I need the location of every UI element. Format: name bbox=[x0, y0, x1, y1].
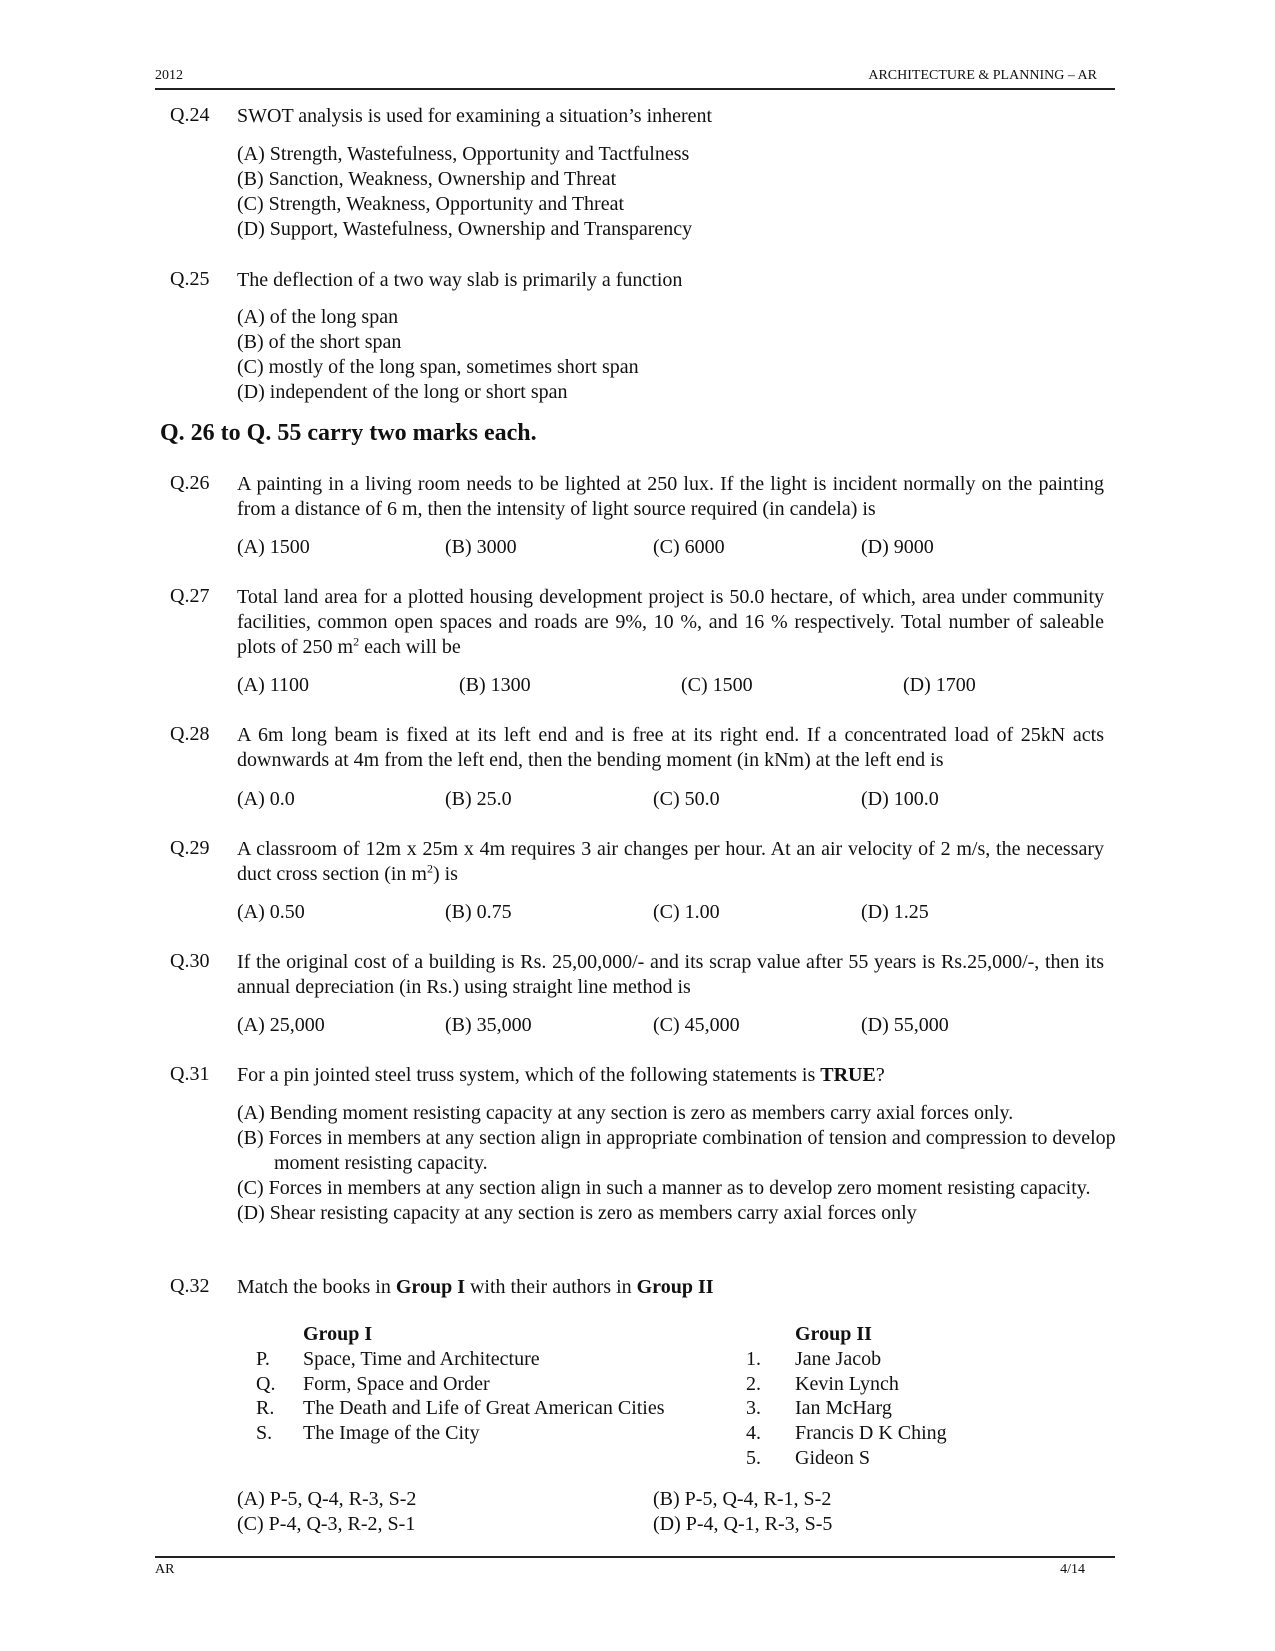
option-d: (D) 1700 bbox=[903, 674, 976, 696]
option-c: (C) Forces in members at any section align in such a manner as to develop zero moment resisting capacity. bbox=[237, 1177, 1091, 1199]
question-text-31: For a pin jointed steel truss system, which of the following statements is TRUE? bbox=[237, 1064, 885, 1086]
option-d: (D) independent of the long or short span bbox=[237, 381, 568, 403]
option-d: (D) Support, Wastefulness, Ownership and Transparency bbox=[237, 218, 693, 240]
options-24 bbox=[237, 142, 692, 242]
option-b: (B) Sanction, Weakness, Ownership and Threat bbox=[237, 168, 617, 190]
group1-item-s: The Image of the City bbox=[303, 1422, 480, 1444]
header-year: 2012 bbox=[155, 68, 183, 83]
question-number-30: Q.30 bbox=[170, 950, 210, 972]
question-text-28: A 6m long beam is fixed at its left end and is free at its right end. If a concentrated load of 25kN acts downwards at 4m from the left end, then the bending moment (in kNm) at the left end is bbox=[237, 724, 1104, 771]
group1-title: Group I bbox=[303, 1323, 373, 1345]
option-b: (B) 25.0 bbox=[445, 788, 512, 810]
option-a: (A) 25,000 bbox=[237, 1014, 325, 1036]
group2-item-1: Jane Jacob bbox=[795, 1348, 882, 1370]
option-a: (A) of the long span bbox=[237, 306, 399, 328]
header-rule bbox=[155, 88, 1115, 90]
option-c: (C) mostly of the long span, sometimes short span bbox=[237, 356, 639, 378]
group2-item-4: Francis D K Ching bbox=[795, 1422, 947, 1444]
question-number-32: Q.32 bbox=[170, 1275, 210, 1297]
option-a: (A) Bending moment resisting capacity at any section is zero as members carry axial forces only. bbox=[237, 1102, 1014, 1124]
option-a: (A) Strength, Wastefulness, Opportunity and Tactfulness bbox=[237, 143, 690, 165]
option-b: (B) P-5, Q-4, R-1, S-2 bbox=[653, 1488, 832, 1510]
group2-label-3: 3. bbox=[746, 1397, 761, 1419]
option-b: (B) of the short span bbox=[237, 331, 402, 353]
options-25 bbox=[237, 305, 639, 405]
question-text-29: A classroom of 12m x 25m x 4m requires 3 air changes per hour. At an air velocity of 2 m/s, the necessary duct cross section (in $m^2$) is bbox=[237, 838, 1104, 885]
question-number-24: Q.24 bbox=[170, 104, 210, 126]
option-c: (C) 1.00 bbox=[653, 901, 720, 923]
option-d: (D) P-4, Q-1, R-3, S-5 bbox=[653, 1513, 833, 1535]
question-text-30: If the original cost of a building is Rs. 25,00,000/- and its scrap value after 55 years is Rs.25,000/-, then its annual depreciation (in Rs.) using straight line method is bbox=[237, 951, 1104, 998]
option-c: (C) Strength, Weakness, Opportunity and Threat bbox=[237, 193, 625, 215]
group2-label-2: 2. bbox=[746, 1373, 761, 1395]
question-text-24: SWOT analysis is used for examining a situation’s inherent bbox=[237, 105, 713, 127]
option-c: (C) 1500 bbox=[681, 674, 753, 696]
group1-label-q: Q. bbox=[256, 1373, 276, 1395]
group2-item-3: Ian McHarg bbox=[795, 1397, 892, 1419]
group2-label-1: 1. bbox=[746, 1348, 761, 1370]
header-subject: ARCHITECTURE & PLANNING – AR bbox=[868, 68, 1097, 83]
group2-label-5: 5. bbox=[746, 1447, 761, 1469]
option-d: (D) 55,000 bbox=[861, 1014, 949, 1036]
question-number-25: Q.25 bbox=[170, 268, 210, 290]
group1-item-q: Form, Space and Order bbox=[303, 1373, 490, 1395]
page-number: 4/14 bbox=[1060, 1562, 1085, 1577]
option-a: (A) 1100 bbox=[237, 674, 310, 696]
option-c: (C) 50.0 bbox=[653, 788, 720, 810]
option-b: (B) 3000 bbox=[445, 536, 517, 558]
option-d: (D) 9000 bbox=[861, 536, 934, 558]
option-a: (A) 0.0 bbox=[237, 788, 295, 810]
question-text-26: A painting in a living room needs to be lighted at 250 lux. If the light is incident normally on the painting from a distance of 6 m, then the intensity of light source required (in candela) is bbox=[237, 473, 1104, 520]
option-c: (C) 6000 bbox=[653, 536, 725, 558]
option-a: (A) 1500 bbox=[237, 536, 310, 558]
group1-label-p: P. bbox=[256, 1348, 270, 1370]
group2-item-2: Kevin Lynch bbox=[795, 1373, 899, 1395]
option-d: (D) 100.0 bbox=[861, 788, 939, 810]
option-b: (B) 1300 bbox=[459, 674, 531, 696]
question-number-27: Q.27 bbox=[170, 585, 210, 607]
group1-label-s: S. bbox=[256, 1422, 273, 1444]
option-d: (D) Shear resisting capacity at any section is zero as members carry axial forces only bbox=[237, 1202, 917, 1224]
question-number-29: Q.29 bbox=[170, 837, 210, 859]
section-heading: Q. 26 to Q. 55 carry two marks each. bbox=[160, 420, 537, 446]
option-b: (B) Forces in members at any section align in appropriate combination of tension and compression to develop moment resisting capacity. bbox=[237, 1127, 1116, 1174]
group1-label-r: R. bbox=[256, 1397, 275, 1419]
group2-label-4: 4. bbox=[746, 1422, 761, 1444]
option-c: (C) P-4, Q-3, R-2, S-1 bbox=[237, 1513, 416, 1535]
question-number-28: Q.28 bbox=[170, 723, 210, 745]
question-text-27: Total land area for a plotted housing development project is 50.0 hectare, of which, area under community facilities, common open spaces and roads are 9%, 10 %, and 16 % respectively. Total number of saleable plots of 250 $m^2$ each will be bbox=[237, 586, 1104, 658]
group2-title: Group II bbox=[795, 1323, 872, 1345]
option-a: (A) P-5, Q-4, R-3, S-2 bbox=[237, 1488, 417, 1510]
group2-item-5: Gideon S bbox=[795, 1447, 870, 1469]
group1-item-r: The Death and Life of Great American Cities bbox=[303, 1397, 665, 1419]
footer-code: AR bbox=[155, 1562, 175, 1577]
option-a: (A) 0.50 bbox=[237, 901, 305, 923]
option-b: (B) 0.75 bbox=[445, 901, 512, 923]
option-b: (B) 35,000 bbox=[445, 1014, 532, 1036]
question-number-31: Q.31 bbox=[170, 1063, 210, 1085]
option-d: (D) 1.25 bbox=[861, 901, 929, 923]
group1-item-p: Space, Time and Architecture bbox=[303, 1348, 540, 1370]
question-text-32: Match the books in Group I with their authors in Group II bbox=[237, 1276, 714, 1298]
footer-rule bbox=[155, 1556, 1115, 1558]
question-text-25: The deflection of a two way slab is primarily a function bbox=[237, 269, 683, 291]
question-number-26: Q.26 bbox=[170, 472, 210, 494]
option-c: (C) 45,000 bbox=[653, 1014, 740, 1036]
options-31 bbox=[237, 1101, 1134, 1226]
